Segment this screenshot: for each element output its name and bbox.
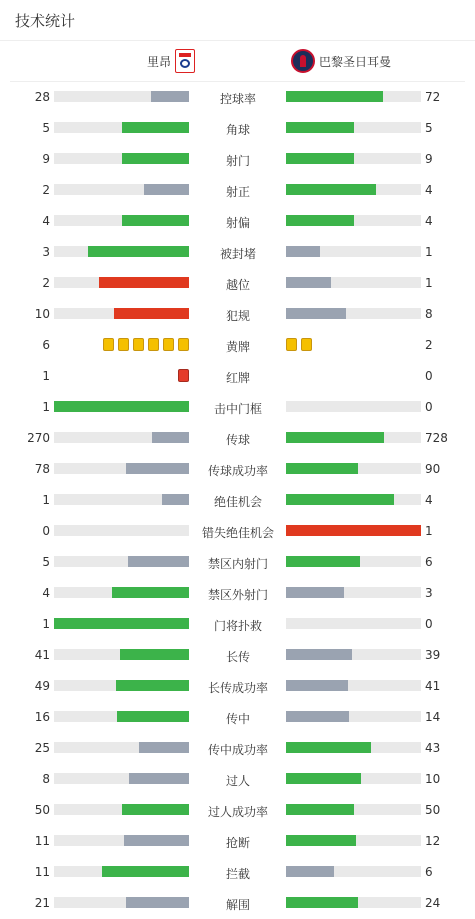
away-stat-bar-track — [286, 432, 421, 443]
stat-row — [0, 608, 475, 639]
stat-row — [0, 453, 475, 484]
home-stat-bar-fill — [126, 463, 189, 474]
home-stat-value: 11 — [34, 834, 50, 848]
lyon-badge-icon — [175, 49, 195, 73]
away-stat-bar-fill — [286, 556, 360, 567]
stat-row — [0, 329, 475, 360]
stat-label: 被封堵 — [219, 247, 256, 261]
home-stat-bar-track — [54, 711, 189, 722]
stat-row — [0, 236, 475, 267]
stat-label: 传中 — [225, 712, 250, 726]
home-stat-bar-track — [54, 618, 189, 629]
away-stat-value: 6 — [425, 555, 433, 569]
stat-label: 抢断 — [225, 836, 250, 850]
away-stat-value: 72 — [425, 90, 441, 104]
home-stat-value: 8 — [42, 772, 50, 786]
stat-label: 越位 — [225, 278, 250, 292]
yellow-card-icon — [301, 338, 312, 351]
away-stat-bar-track — [286, 215, 421, 226]
home-stat-bar-track — [54, 649, 189, 660]
home-stat-bar-fill — [129, 773, 189, 784]
stat-label: 击中门框 — [213, 402, 262, 416]
away-stat-value: 9 — [425, 152, 433, 166]
home-stat-value: 2 — [42, 276, 50, 290]
away-stat-bar-fill — [286, 432, 384, 443]
away-stat-value: 1 — [425, 276, 433, 290]
away-stat-value: 14 — [425, 710, 441, 724]
yellow-card-icon — [148, 338, 159, 351]
red-card-icon — [178, 369, 189, 382]
home-stat-bar-track — [54, 122, 189, 133]
home-stat-bar-fill — [124, 835, 189, 846]
away-stat-bar-track — [286, 525, 421, 536]
away-stat-bar-fill — [286, 494, 394, 505]
away-team-name: 巴黎圣日耳曼 — [319, 54, 392, 69]
away-stat-bar-fill — [286, 649, 352, 660]
stat-label: 红牌 — [225, 371, 250, 385]
away-stat-value: 5 — [425, 121, 433, 135]
home-stat-bar-track — [54, 184, 189, 195]
stat-row — [0, 422, 475, 453]
home-stat-bar-track — [54, 556, 189, 567]
away-stat-bar-track — [286, 897, 421, 908]
away-stat-bar-track — [286, 649, 421, 660]
away-stat-value: 4 — [425, 183, 433, 197]
home-stat-bar-track — [54, 897, 189, 908]
teams-bar — [10, 41, 465, 82]
stat-label: 门将扑救 — [213, 619, 262, 633]
away-stat-bar-track — [286, 773, 421, 784]
stat-label: 射门 — [225, 154, 250, 168]
home-stat-value: 21 — [34, 896, 50, 910]
away-stat-bar-fill — [286, 773, 361, 784]
home-stat-bar-fill — [122, 153, 190, 164]
stat-row — [0, 887, 475, 918]
away-stat-bar-track — [286, 866, 421, 877]
away-stat-value: 728 — [425, 431, 448, 445]
away-stat-bar-fill — [286, 308, 346, 319]
away-stat-bar-fill — [286, 866, 334, 877]
away-stat-bar-fill — [286, 277, 331, 288]
home-stat-bar-track — [54, 742, 189, 753]
away-stat-bar-fill — [286, 587, 344, 598]
stat-label: 角球 — [225, 123, 250, 137]
home-stat-value: 5 — [42, 121, 50, 135]
away-stat-value: 2 — [425, 338, 433, 352]
away-stat-value: 50 — [425, 803, 441, 817]
away-team[interactable] — [291, 49, 395, 73]
away-stat-bar-fill — [286, 91, 383, 102]
stat-row — [0, 81, 475, 112]
home-stat-bar-fill — [114, 308, 189, 319]
stat-row — [0, 856, 475, 887]
home-stat-value: 28 — [34, 90, 50, 104]
stat-label: 射正 — [225, 185, 250, 199]
stat-row — [0, 174, 475, 205]
away-stat-bar-track — [286, 618, 421, 629]
away-stat-bar-track — [286, 91, 421, 102]
away-stat-value: 10 — [425, 772, 441, 786]
home-stat-bar-track — [54, 835, 189, 846]
home-stat-value: 1 — [42, 617, 50, 631]
home-stat-value: 49 — [34, 679, 50, 693]
stat-row — [0, 577, 475, 608]
away-stat-bar-fill — [286, 122, 354, 133]
away-stat-bar-track — [286, 680, 421, 691]
home-stat-value: 4 — [42, 214, 50, 228]
away-stat-value: 41 — [425, 679, 441, 693]
home-stat-bar-track — [54, 277, 189, 288]
home-stat-bar-fill — [116, 680, 189, 691]
away-stat-value: 1 — [425, 245, 433, 259]
home-stat-bar-fill — [139, 742, 189, 753]
stats-header — [0, 0, 475, 41]
away-stat-bar-track — [286, 401, 421, 412]
home-stat-bar-track — [54, 773, 189, 784]
stat-row — [0, 546, 475, 577]
stat-row — [0, 515, 475, 546]
away-stat-value: 90 — [425, 462, 441, 476]
home-stat-value: 78 — [34, 462, 50, 476]
stat-row — [0, 701, 475, 732]
stat-row — [0, 205, 475, 236]
home-stat-bar-fill — [144, 184, 189, 195]
home-stat-bar-fill — [120, 649, 189, 660]
yellow-card-icon — [103, 338, 114, 351]
home-stat-bar-track — [54, 401, 189, 412]
home-stat-bar-fill — [151, 91, 189, 102]
stat-label: 过人 — [225, 774, 250, 788]
home-stat-value: 25 — [34, 741, 50, 755]
stat-row — [0, 732, 475, 763]
yellow-card-icon — [133, 338, 144, 351]
stat-row — [0, 143, 475, 174]
away-stat-value: 24 — [425, 896, 441, 910]
home-team[interactable] — [143, 49, 195, 73]
home-stat-bar-track — [54, 308, 189, 319]
away-stat-value: 6 — [425, 865, 433, 879]
stat-row — [0, 112, 475, 143]
stat-label: 黄牌 — [225, 340, 250, 354]
stat-label: 解围 — [225, 898, 250, 912]
stat-label: 长传 — [225, 650, 250, 664]
yellow-card-icon — [286, 338, 297, 351]
away-stat-value: 8 — [425, 307, 433, 321]
home-stat-bar-fill — [88, 246, 189, 257]
stat-label: 传中成功率 — [207, 743, 268, 757]
home-stat-value: 9 — [42, 152, 50, 166]
stat-row — [0, 360, 475, 391]
home-stat-value: 2 — [42, 183, 50, 197]
home-stat-value: 5 — [42, 555, 50, 569]
home-stat-value: 6 — [42, 338, 50, 352]
stat-row — [0, 825, 475, 856]
home-stat-value: 10 — [34, 307, 50, 321]
home-stat-bar-track — [54, 494, 189, 505]
away-stat-bar-fill — [286, 184, 376, 195]
away-stat-bar-fill — [286, 246, 320, 257]
away-stat-bar-track — [286, 804, 421, 815]
home-stat-value: 1 — [42, 369, 50, 383]
stat-label: 错失绝佳机会 — [201, 526, 274, 540]
yellow-card-icon — [118, 338, 129, 351]
stat-row — [0, 484, 475, 515]
stat-row — [0, 639, 475, 670]
away-stat-bar-track — [286, 308, 421, 319]
stat-label: 禁区内射门 — [207, 557, 268, 571]
away-stat-value: 3 — [425, 586, 433, 600]
home-stat-bar-track — [54, 91, 189, 102]
psg-badge-icon — [291, 49, 315, 73]
home-stat-value: 16 — [34, 710, 50, 724]
away-stat-value: 12 — [425, 834, 441, 848]
home-stat-value: 50 — [34, 803, 50, 817]
home-red-cards — [178, 369, 189, 382]
home-stat-value: 1 — [42, 400, 50, 414]
away-stat-bar-fill — [286, 742, 371, 753]
away-stat-bar-fill — [286, 835, 356, 846]
away-stat-bar-track — [286, 246, 421, 257]
page-title: 技术统计 — [15, 12, 76, 30]
away-stat-bar-track — [286, 556, 421, 567]
away-stat-bar-track — [286, 587, 421, 598]
away-stat-value: 0 — [425, 617, 433, 631]
stat-row — [0, 794, 475, 825]
home-stat-value: 0 — [42, 524, 50, 538]
stat-row — [0, 298, 475, 329]
away-stat-bar-track — [286, 494, 421, 505]
yellow-card-icon — [178, 338, 189, 351]
home-stat-bar-track — [54, 215, 189, 226]
home-stat-value: 41 — [34, 648, 50, 662]
stat-label: 传球 — [225, 433, 250, 447]
stat-label: 射偏 — [225, 216, 250, 230]
home-stat-bar-fill — [102, 866, 189, 877]
home-stat-bar-fill — [122, 804, 190, 815]
away-stat-value: 0 — [425, 400, 433, 414]
away-stat-bar-fill — [286, 153, 354, 164]
home-stat-bar-track — [54, 587, 189, 598]
home-team-name: 里昂 — [146, 54, 171, 69]
away-stat-bar-fill — [286, 804, 354, 815]
away-stat-bar-track — [286, 742, 421, 753]
home-stat-value: 4 — [42, 586, 50, 600]
stat-label: 拦截 — [225, 867, 250, 881]
away-stat-bar-track — [286, 184, 421, 195]
away-stat-bar-fill — [286, 680, 348, 691]
home-stat-bar-track — [54, 432, 189, 443]
away-stat-bar-track — [286, 835, 421, 846]
away-stat-value: 4 — [425, 493, 433, 507]
stat-row — [0, 670, 475, 701]
home-stat-value: 3 — [42, 245, 50, 259]
away-stat-bar-track — [286, 463, 421, 474]
home-stat-bar-fill — [117, 711, 189, 722]
home-stat-bar-fill — [122, 122, 190, 133]
home-stat-value: 11 — [34, 865, 50, 879]
stat-row — [0, 267, 475, 298]
away-stat-bar-fill — [286, 525, 421, 536]
home-stat-bar-track — [54, 804, 189, 815]
home-yellow-cards — [103, 338, 189, 351]
stat-label: 绝佳机会 — [213, 495, 262, 509]
stat-label: 长传成功率 — [207, 681, 268, 695]
away-stat-value: 1 — [425, 524, 433, 538]
stat-row — [0, 763, 475, 794]
home-stat-bar-fill — [54, 618, 189, 629]
away-stat-bar-track — [286, 277, 421, 288]
away-stat-bar-fill — [286, 897, 358, 908]
home-stat-bar-fill — [99, 277, 189, 288]
home-stat-bar-track — [54, 153, 189, 164]
away-stat-value: 39 — [425, 648, 441, 662]
away-stat-value: 4 — [425, 214, 433, 228]
home-stat-value: 270 — [27, 431, 50, 445]
home-stat-bar-fill — [122, 215, 190, 226]
stat-label: 传球成功率 — [207, 464, 268, 478]
away-stat-bar-track — [286, 153, 421, 164]
away-stat-bar-fill — [286, 711, 349, 722]
stat-label: 犯规 — [225, 309, 250, 323]
home-stat-bar-fill — [128, 556, 189, 567]
stat-label: 控球率 — [219, 92, 256, 106]
home-stat-bar-fill — [54, 401, 189, 412]
away-stat-bar-fill — [286, 215, 354, 226]
away-yellow-cards — [286, 338, 312, 351]
home-stat-bar-fill — [162, 494, 189, 505]
home-stat-bar-track — [54, 463, 189, 474]
home-stat-bar-fill — [112, 587, 189, 598]
home-stat-bar-track — [54, 246, 189, 257]
home-stat-bar-track — [54, 525, 189, 536]
away-stat-bar-track — [286, 122, 421, 133]
stat-label: 禁区外射门 — [207, 588, 268, 602]
away-stat-bar-track — [286, 711, 421, 722]
stat-row — [0, 391, 475, 422]
home-stat-value: 1 — [42, 493, 50, 507]
home-stat-bar-track — [54, 680, 189, 691]
away-stat-bar-fill — [286, 463, 358, 474]
home-stat-bar-fill — [126, 897, 189, 908]
away-stat-value: 0 — [425, 369, 433, 383]
home-stat-bar-fill — [152, 432, 189, 443]
stat-label: 过人成功率 — [207, 805, 268, 819]
yellow-card-icon — [163, 338, 174, 351]
away-stat-value: 43 — [425, 741, 441, 755]
home-stat-bar-track — [54, 866, 189, 877]
